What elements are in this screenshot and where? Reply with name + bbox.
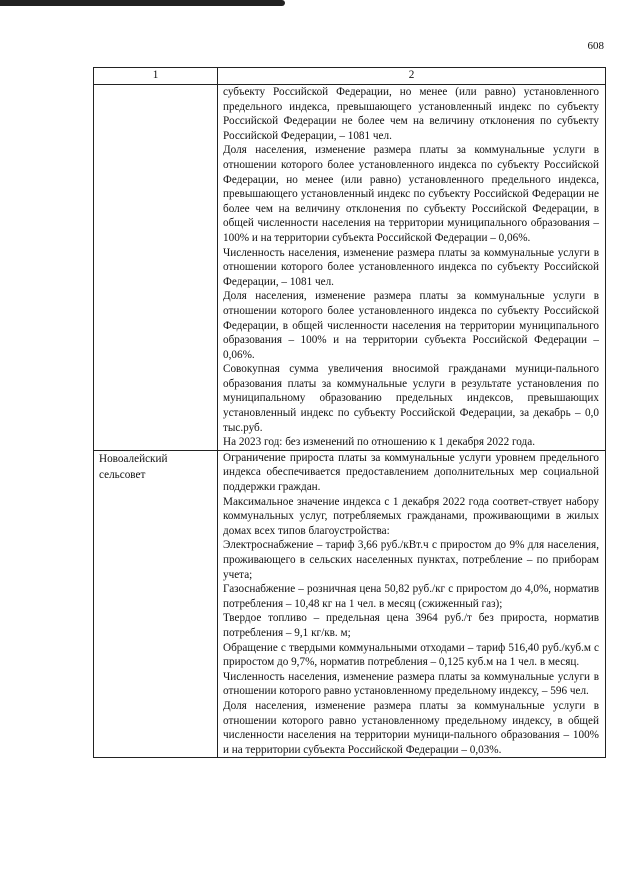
paragraph: Ограничение прироста платы за коммунальные услуги уровнем предельного индекса обеспечивается предоставлением дополнительных мер социальной поддержки граждан. xyxy=(223,451,599,494)
paragraph: На 2023 год: без изменений по отношению к 1 декабря 2022 года. xyxy=(223,436,536,449)
paragraph: Обращение с твердыми коммунальными отходами – тариф 516,40 руб./куб.м с приростом до 9,7%, норматив потребления – 0,125 куб.м на 1 чел. в месяц. xyxy=(223,641,599,669)
column-header-2: 2 xyxy=(218,68,606,85)
paragraph: Твердое топливо – предельная цена 3964 руб./т без прироста, норматив потребления – 9,1 кг/кв. м; xyxy=(223,612,599,639)
paragraph: Доля населения, изменение размера платы за коммунальные услуги в отношении которого более установленного индекса по субъекту Российской Федерации, но менее (или равно) установленного предельного индекса, превышающего установленный индекс по субъекту Российской Федерации не более чем на величину отклонения по субъекту Российской Федерации, в общей численности населения на территории муниципального образования – 100% и на территории субъекта Российской Федерации – 0,06%. xyxy=(223,144,599,244)
paragraph: Электроснабжение – тариф 3,66 руб./кВт.ч с приростом до 9% для населения, проживающего в сельских населенных пунктах, потребление – по приборам учета; xyxy=(223,539,599,581)
paragraph: Доля населения, изменение размера платы за коммунальные услуги в отношении которого более установленного индекса по субъекту Российской Федерации, в общей численности населения на территории муниципального образования – 100% и на территории субъекта Российской Федерации – 0,06%. xyxy=(223,290,599,361)
table-row xyxy=(94,450,606,757)
column-header-1: 1 xyxy=(94,68,218,85)
scan-edge-mark xyxy=(0,0,285,6)
paragraph: Доля населения, изменение размера платы за коммунальные услуги в отношении которого равно установленному предельному индексу, в общей численности населения на территории муници-пального образования – 100% и на территории субъекта Российской Федерации – 0,03%. xyxy=(223,699,599,756)
settlement-cell: Новоалейский сельсовет xyxy=(94,450,218,757)
paragraph: Газоснабжение – розничная цена 50,82 руб./кг с приростом до 4,0%, норматив потребления – 10,48 кг на 1 чел. в месяц (сжиженный газ); xyxy=(223,583,599,610)
description-cell xyxy=(218,85,606,451)
document-table xyxy=(93,67,606,758)
paragraph: Численность населения, изменение размера платы за коммунальные услуги в отношении которого более установленного индекса по субъекту Российской Федерации, – 1081 чел. xyxy=(223,246,599,288)
settlement-cell xyxy=(94,85,218,451)
paragraph: Численность населения, изменение размера платы за коммунальные услуги в отношении которого равно установленному предельному индексу, – 596 чел. xyxy=(223,670,599,698)
page-number: 608 xyxy=(587,40,604,52)
description-cell xyxy=(218,450,606,757)
paragraph: Максимальное значение индекса с 1 декабря 2022 года соответ-ствует набору коммунальных услуг, потребляемых гражданами, проживающими в жилых домах всех типов благоустройства: xyxy=(223,495,599,537)
table-row xyxy=(94,85,606,451)
paragraph: Совокупная сумма увеличения вносимой гражданами муници-пального образования платы за коммунальные услуги в результате установления по муниципальному образованию предельных индексов, превышающих установленный индекс по субъекту Российской Федерации, за декабрь – 0,0 тыс.руб. xyxy=(223,363,599,434)
paragraph: субъекту Российской Федерации, но менее (или равно) установленного предельного индекса, превышающего установленный индекс по субъекту Российской Федерации не более чем на величину отклонения по субъекту Российской Федерации, – 1081 чел. xyxy=(223,86,599,142)
table-header-row xyxy=(94,68,606,85)
